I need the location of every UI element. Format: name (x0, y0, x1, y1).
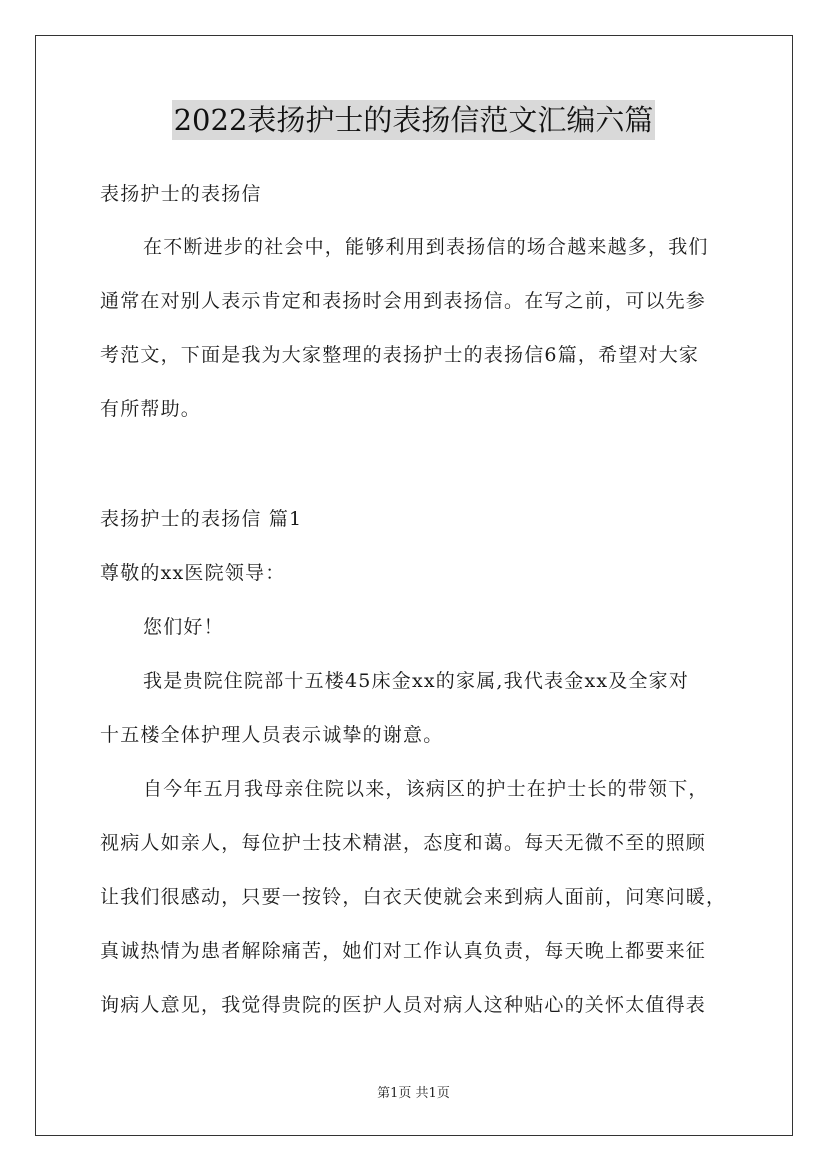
para1-line-2: 十五楼全体护理人员表示诚挚的谢意。 (100, 724, 444, 746)
intro-line-1: 在不断进步的社会中，能够利用到表扬信的场合越来越多，我们 (143, 236, 709, 258)
title-container (0, 100, 827, 140)
letter-subtitle: 表扬护士的表扬信 (100, 183, 262, 205)
para1-line-1: 我是贵院住院部十五楼45床金xx的家属,我代表金xx及全家对 (143, 670, 690, 692)
para2-line-5: 询病人意见，我觉得贵院的医护人员对病人这种贴心的关怀太值得表 (100, 994, 707, 1016)
section-heading: 表扬护士的表扬信 篇1 (100, 508, 303, 530)
para2-line-2: 视病人如亲人，每位护士技术精湛，态度和蔼。每天无微不至的照顾 (100, 832, 707, 854)
page-number-footer: 第1页 共1页 (377, 1086, 450, 1101)
para2-line-4: 真诚热情为患者解除痛苦，她们对工作认真负责，每天晚上都要来征 (100, 940, 707, 962)
salutation: 尊敬的xx医院领导： (100, 562, 286, 584)
intro-line-2: 通常在对别人表示肯定和表扬时会用到表扬信。在写之前，可以先参 (100, 290, 707, 312)
document-title: 2022表扬护士的表扬信范文汇编六篇 (172, 100, 656, 140)
greeting: 您们好！ (143, 616, 224, 638)
intro-line-3: 考范文，下面是我为大家整理的表扬护士的表扬信6篇，希望对大家 (100, 344, 700, 366)
para2-line-3: 让我们很感动，只要一按铃，白衣天使就会来到病人面前，问寒问暖， (100, 886, 727, 908)
para2-line-1: 自今年五月我母亲住院以来，该病区的护士在护士长的带领下， (143, 778, 709, 800)
intro-line-4: 有所帮助。 (100, 398, 202, 420)
